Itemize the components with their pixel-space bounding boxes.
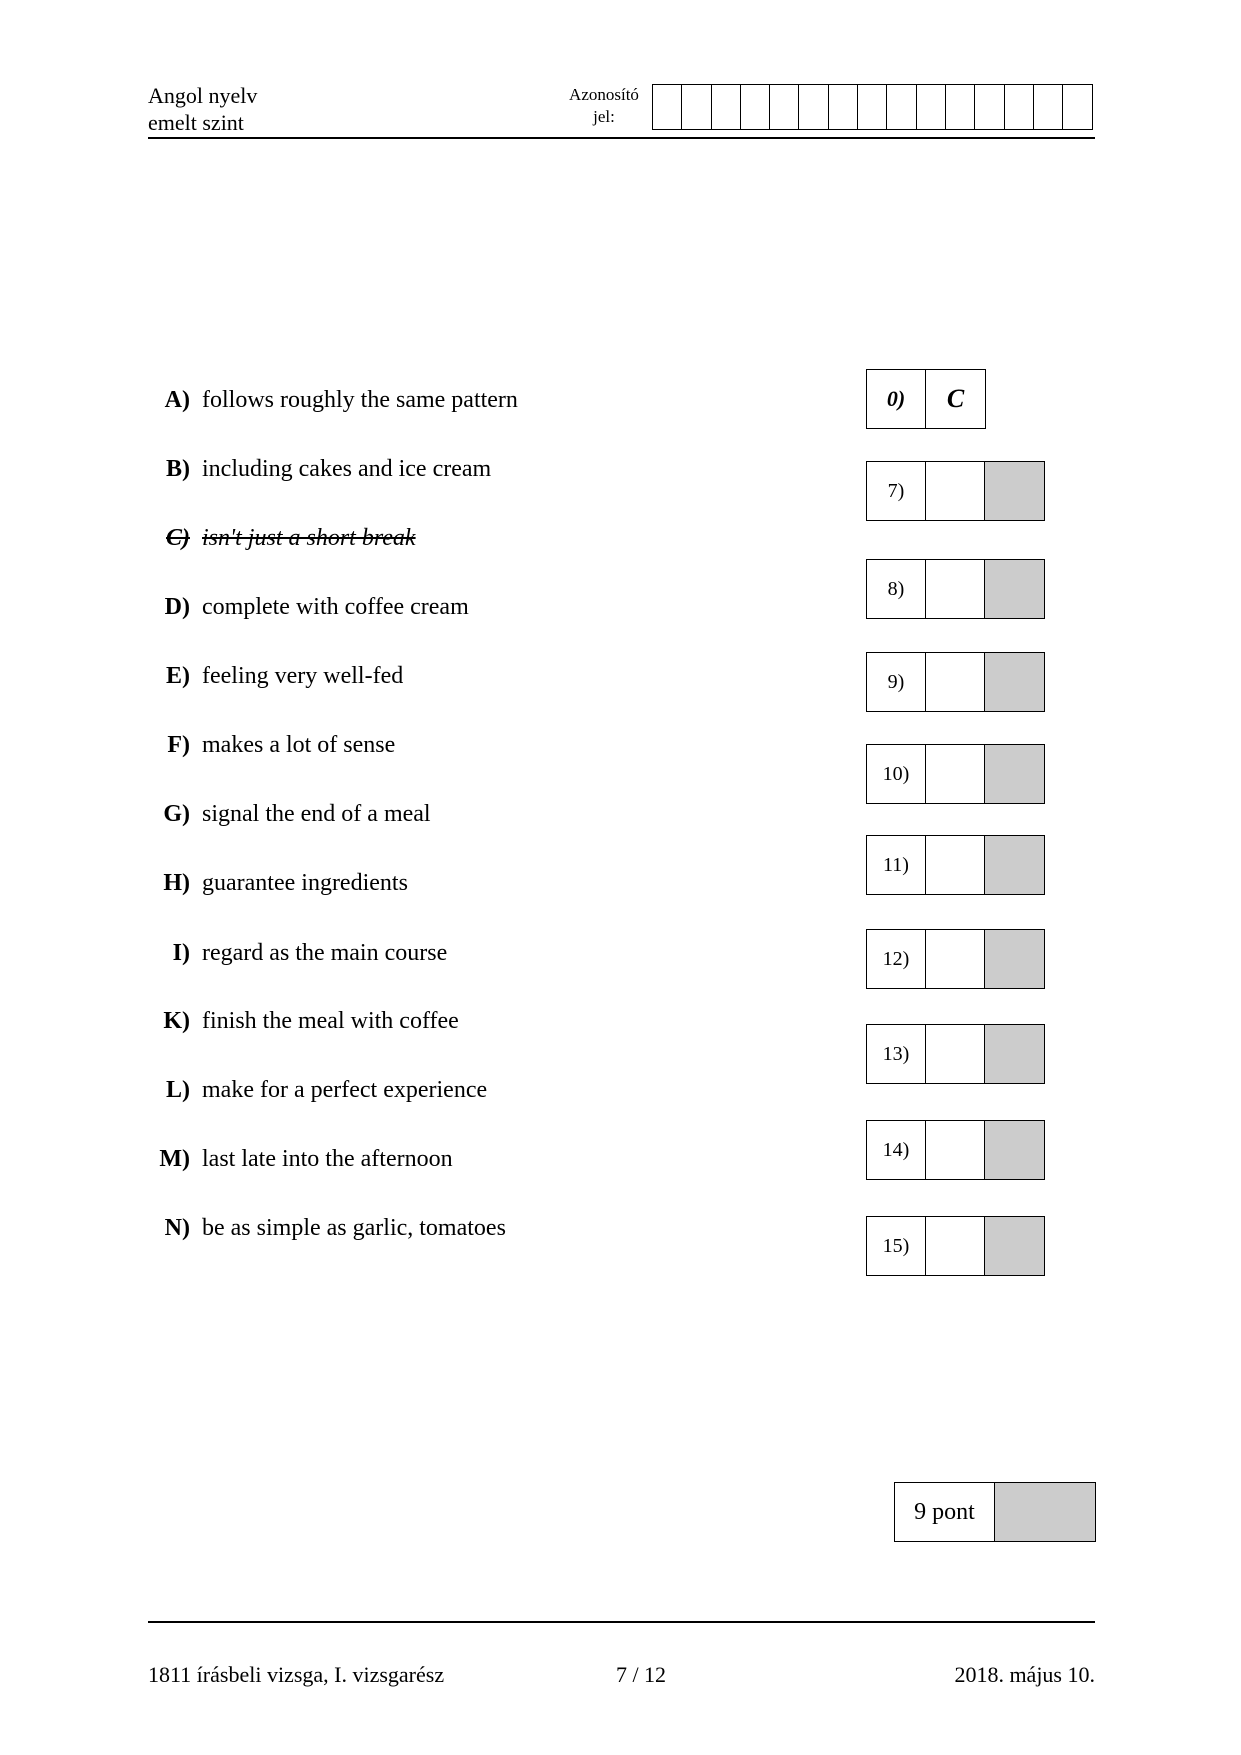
footer-page-number: 7 / 12 bbox=[615, 1662, 667, 1687]
answer-row-14 bbox=[866, 1120, 1045, 1180]
answer-input-box[interactable] bbox=[926, 1025, 985, 1083]
answer-input-box[interactable] bbox=[926, 462, 985, 520]
score-entry-box bbox=[995, 1483, 1095, 1541]
id-label-line1: Azonosító bbox=[569, 85, 639, 104]
marker-box bbox=[985, 560, 1044, 618]
answer-input-box[interactable] bbox=[926, 745, 985, 803]
footer-exam-name: 1811 írásbeli vizsga, I. vizsgarész bbox=[148, 1662, 445, 1687]
marker-box bbox=[985, 1217, 1044, 1275]
option-n: N) be as simple as garlic, tomatoes bbox=[164, 1215, 506, 1241]
answer-number: 0) bbox=[867, 370, 926, 428]
score-label: 9 pont bbox=[895, 1483, 995, 1541]
answer-number: 9) bbox=[867, 653, 926, 711]
answer-row-10 bbox=[866, 744, 1045, 804]
id-box[interactable] bbox=[829, 85, 858, 129]
answer-number: 7) bbox=[867, 462, 926, 520]
subject-name: Angol nyelv bbox=[148, 83, 258, 108]
answer-row-15 bbox=[866, 1216, 1045, 1276]
id-box[interactable] bbox=[887, 85, 916, 129]
answer-input-box[interactable] bbox=[926, 836, 985, 894]
answer-input-box[interactable] bbox=[926, 560, 985, 618]
answer-example-value: C bbox=[946, 384, 965, 413]
footer-date: 2018. május 10. bbox=[954, 1662, 1095, 1687]
marker-box bbox=[985, 462, 1044, 520]
marker-box bbox=[985, 653, 1044, 711]
answer-row-7 bbox=[866, 461, 1045, 521]
answer-number: 10) bbox=[867, 745, 926, 803]
option-g: G) signal the end of a meal bbox=[163, 801, 431, 827]
option-l: L) make for a perfect experience bbox=[166, 1077, 488, 1103]
id-box[interactable] bbox=[741, 85, 770, 129]
answer-input-box[interactable] bbox=[926, 930, 985, 988]
header-subject-block bbox=[148, 82, 257, 136]
id-box[interactable] bbox=[653, 85, 682, 129]
answer-row-8 bbox=[866, 559, 1045, 619]
answer-number: 15) bbox=[867, 1217, 926, 1275]
option-c-example-struck: C) isn't just a short break bbox=[166, 525, 416, 551]
marker-box bbox=[985, 745, 1044, 803]
marker-box bbox=[985, 930, 1044, 988]
id-label bbox=[556, 84, 652, 128]
id-box[interactable] bbox=[858, 85, 887, 129]
option-m: M) last late into the afternoon bbox=[159, 1146, 453, 1172]
option-b: B) including cakes and ice cream bbox=[166, 456, 492, 482]
answer-input-box[interactable] bbox=[926, 1121, 985, 1179]
id-code-boxes bbox=[652, 84, 1093, 130]
answer-number: 8) bbox=[867, 560, 926, 618]
id-box[interactable] bbox=[917, 85, 946, 129]
id-box[interactable] bbox=[682, 85, 711, 129]
id-box[interactable] bbox=[770, 85, 799, 129]
option-h: H) guarantee ingredients bbox=[163, 870, 408, 896]
marker-box bbox=[985, 836, 1044, 894]
id-box[interactable] bbox=[1063, 85, 1092, 129]
marker-box bbox=[985, 1025, 1044, 1083]
answer-number: 12) bbox=[867, 930, 926, 988]
option-k: K) finish the meal with coffee bbox=[163, 1008, 459, 1034]
answer-row-12 bbox=[866, 929, 1045, 989]
answer-example-row bbox=[866, 369, 986, 429]
answer-row-11 bbox=[866, 835, 1045, 895]
header-divider bbox=[148, 137, 1095, 139]
id-label-line2: jel: bbox=[593, 107, 615, 126]
answer-number: 13) bbox=[867, 1025, 926, 1083]
id-box[interactable] bbox=[712, 85, 741, 129]
footer-divider bbox=[148, 1621, 1095, 1623]
id-box[interactable] bbox=[1005, 85, 1034, 129]
answer-input-box[interactable] bbox=[926, 653, 985, 711]
option-e: E) feeling very well-fed bbox=[166, 663, 404, 689]
subject-level: emelt szint bbox=[148, 110, 244, 135]
score-box bbox=[894, 1482, 1096, 1542]
option-a: A) follows roughly the same pattern bbox=[164, 387, 518, 413]
id-box[interactable] bbox=[946, 85, 975, 129]
answer-number: 11) bbox=[867, 836, 926, 894]
answer-row-13 bbox=[866, 1024, 1045, 1084]
id-box[interactable] bbox=[975, 85, 1004, 129]
marker-box bbox=[985, 1121, 1044, 1179]
id-box[interactable] bbox=[1034, 85, 1063, 129]
id-box[interactable] bbox=[799, 85, 828, 129]
option-d: D) complete with coffee cream bbox=[164, 594, 469, 620]
answer-row-9 bbox=[866, 652, 1045, 712]
answer-number: 14) bbox=[867, 1121, 926, 1179]
answer-input-box[interactable] bbox=[926, 1217, 985, 1275]
option-f: F) makes a lot of sense bbox=[167, 732, 396, 758]
option-i: I) regard as the main course bbox=[172, 940, 448, 966]
